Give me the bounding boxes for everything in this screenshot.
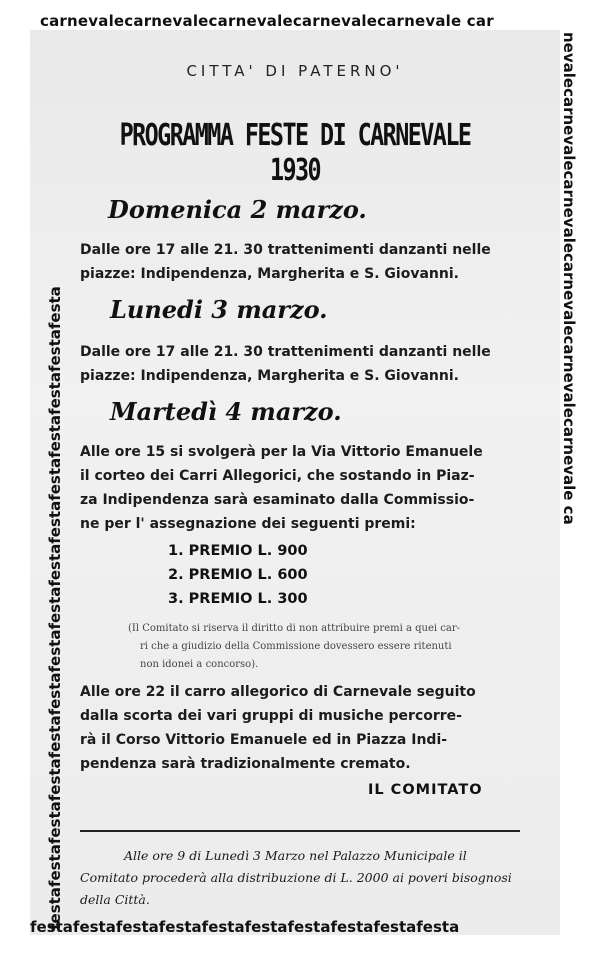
text-line: Dalle ore 17 alle 21. 30 trattenimenti danzanti nelle bbox=[80, 242, 491, 258]
day-text-tuesday bbox=[80, 440, 538, 536]
text-line: Alle ore 22 il carro allegorico di Carnevale seguito bbox=[80, 684, 476, 700]
text-line: Alle ore 15 si svolgerà per la Via Vittorio Emanuele bbox=[80, 444, 483, 460]
footer-line: Alle ore 9 di Lunedì 3 Marzo nel Palazzo Municipale il bbox=[124, 848, 467, 863]
footer-notice bbox=[80, 845, 550, 911]
poster-title: PROGRAMMA FESTE DI CARNEVALE 1930 bbox=[119, 118, 471, 188]
footer-line: della Città. bbox=[80, 892, 150, 907]
text-line: piazze: Indipendenza, Margherita e S. Giovanni. bbox=[80, 368, 459, 384]
border-left-text: festafestafestafestafestafestafestafestafestafestafestafestafestafestafesta bbox=[46, 286, 64, 930]
prize-2: 2. PREMIO L. 600 bbox=[168, 567, 308, 583]
signature: IL COMITATO bbox=[368, 782, 483, 798]
note-line: (Il Comitato si riserva il diritto di non attribuire premi a quei car- bbox=[128, 623, 460, 634]
border-right-text: nevalecarnevalecarnevalecarnevalecarnevalecarnevale ca bbox=[560, 32, 578, 525]
footer-line: Comitato procederà alla distribuzione di L. 2000 ai poveri bisognosi bbox=[80, 870, 512, 885]
day-title-tuesday: Martedì 4 marzo. bbox=[110, 397, 342, 426]
prize-1: 1. PREMIO L. 900 bbox=[168, 543, 308, 559]
day-title-sunday: Domenica 2 marzo. bbox=[108, 195, 367, 224]
note-line: non idonei a concorso). bbox=[140, 659, 259, 670]
text-line: za Indipendenza sarà esaminato dalla Commissio- bbox=[80, 492, 475, 508]
closing-paragraph bbox=[80, 680, 538, 776]
text-line: pendenza sarà tradizionalmente cremato. bbox=[80, 756, 411, 772]
divider-line bbox=[80, 830, 520, 832]
border-top-text: carnevalecarnevalecarnevalecarnevalecarnevale car bbox=[40, 12, 494, 30]
text-line: rà il Corso Vittorio Emanuele ed in Piazza Indi- bbox=[80, 732, 448, 748]
note-line: ri che a giudizio della Commissione dovessero essere ritenuti bbox=[140, 641, 452, 652]
text-line: ne per l' assegnazione dei seguenti premi: bbox=[80, 516, 416, 532]
border-bottom-text: festafestafestafestafestafestafestafestafestafesta bbox=[30, 918, 460, 936]
committee-note bbox=[128, 620, 538, 674]
city-heading: CITTA' DI PATERNO' bbox=[186, 62, 404, 80]
text-line: piazze: Indipendenza, Margherita e S. Giovanni. bbox=[80, 266, 459, 282]
day-title-monday: Lunedi 3 marzo. bbox=[110, 295, 328, 324]
text-line: dalla scorta dei vari gruppi di musiche percorre- bbox=[80, 708, 462, 724]
prize-3: 3. PREMIO L. 300 bbox=[168, 591, 308, 607]
day-text-sunday bbox=[80, 238, 538, 286]
text-line: Dalle ore 17 alle 21. 30 trattenimenti danzanti nelle bbox=[80, 344, 491, 360]
text-line: il corteo dei Carri Allegorici, che sostando in Piaz- bbox=[80, 468, 475, 484]
day-text-monday bbox=[80, 340, 538, 388]
